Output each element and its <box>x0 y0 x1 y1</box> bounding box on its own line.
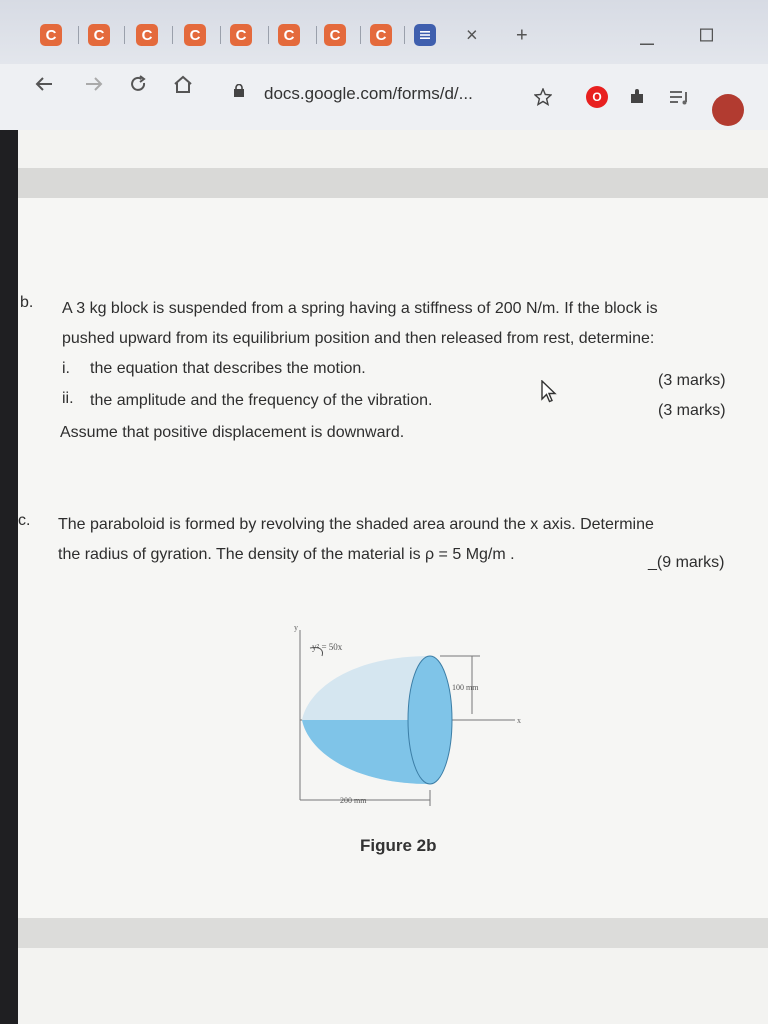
y-axis-label: y <box>294 623 298 632</box>
back-icon[interactable] <box>34 74 54 100</box>
address-bar[interactable]: docs.google.com/forms/d/... <box>264 84 473 103</box>
media-list-icon[interactable] <box>670 90 690 111</box>
tab-strip <box>0 0 768 64</box>
tab-favicon[interactable]: C <box>40 24 62 46</box>
form-section-header-bar <box>18 168 768 198</box>
opera-extension-icon[interactable]: O <box>586 86 608 108</box>
tab-separator <box>172 26 173 44</box>
tab-close-icon[interactable]: × <box>466 24 478 47</box>
forms-tab-icon[interactable] <box>414 24 436 46</box>
tab-separator <box>316 26 317 44</box>
question-c-label: c. <box>18 512 31 529</box>
question-b-item-2-marks: (3 marks) <box>658 402 726 419</box>
question-b-item-1-marks: (3 marks) <box>658 372 726 389</box>
form-footer-bar <box>18 918 768 948</box>
home-icon[interactable] <box>172 74 194 100</box>
reload-icon[interactable] <box>128 74 148 100</box>
tab-separator <box>78 26 79 44</box>
figure-caption: Figure 2b <box>360 836 437 855</box>
tab-favicon[interactable]: C <box>184 24 206 46</box>
tab-separator <box>360 26 361 44</box>
mouse-cursor-icon <box>540 380 558 409</box>
tab-separator <box>268 26 269 44</box>
question-b-line-2: pushed upward from its equilibrium position and then released from rest, determine: <box>62 330 655 347</box>
profile-avatar[interactable] <box>712 94 744 126</box>
screen-bezel <box>0 0 18 1024</box>
tab-favicon[interactable]: C <box>370 24 392 46</box>
tab-favicon[interactable]: C <box>88 24 110 46</box>
width-dimension-label: 200 mm <box>340 796 367 805</box>
tab-separator <box>124 26 125 44</box>
paraboloid-end-face <box>408 656 452 784</box>
tab-separator <box>220 26 221 44</box>
question-c-marks: _(9 marks) <box>648 554 725 571</box>
question-b-item-1-number: i. <box>62 360 70 377</box>
forward-icon[interactable] <box>84 74 104 100</box>
tab-favicon[interactable]: C <box>136 24 158 46</box>
question-b-note: Assume that positive displacement is downward. <box>60 424 405 441</box>
question-b-line-1: A 3 kg block is suspended from a spring having a stiffness of 200 N/m. If the block is <box>62 300 658 317</box>
star-icon[interactable] <box>534 88 552 111</box>
question-c-line-1: The paraboloid is formed by revolving the shaded area around the x axis. Determine <box>58 516 654 533</box>
question-b-item-1-text: the equation that describes the motion. <box>90 360 366 377</box>
question-b-label: b. <box>20 294 34 311</box>
extension-puzzle-icon[interactable] <box>628 88 646 111</box>
question-b-item-2-text: the amplitude and the frequency of the vibration. <box>90 392 433 409</box>
paraboloid-figure <box>290 620 530 820</box>
question-b-item-2-number: ii. <box>62 390 74 407</box>
tab-favicon[interactable]: C <box>324 24 346 46</box>
question-c-line-2: the radius of gyration. The density of the material is ρ = 5 Mg/m . <box>58 546 515 563</box>
minimize-icon[interactable] <box>640 31 654 54</box>
new-tab-button[interactable]: + <box>516 24 528 47</box>
lock-icon <box>234 84 244 97</box>
tab-favicon[interactable]: C <box>278 24 300 46</box>
x-axis-label: x <box>517 716 521 725</box>
tab-separator <box>404 26 405 44</box>
height-dimension-label: 100 mm <box>452 683 479 692</box>
maximize-icon[interactable] <box>700 25 713 48</box>
tab-favicon[interactable]: C <box>230 24 252 46</box>
equation-label: y² = 50x <box>312 642 343 652</box>
